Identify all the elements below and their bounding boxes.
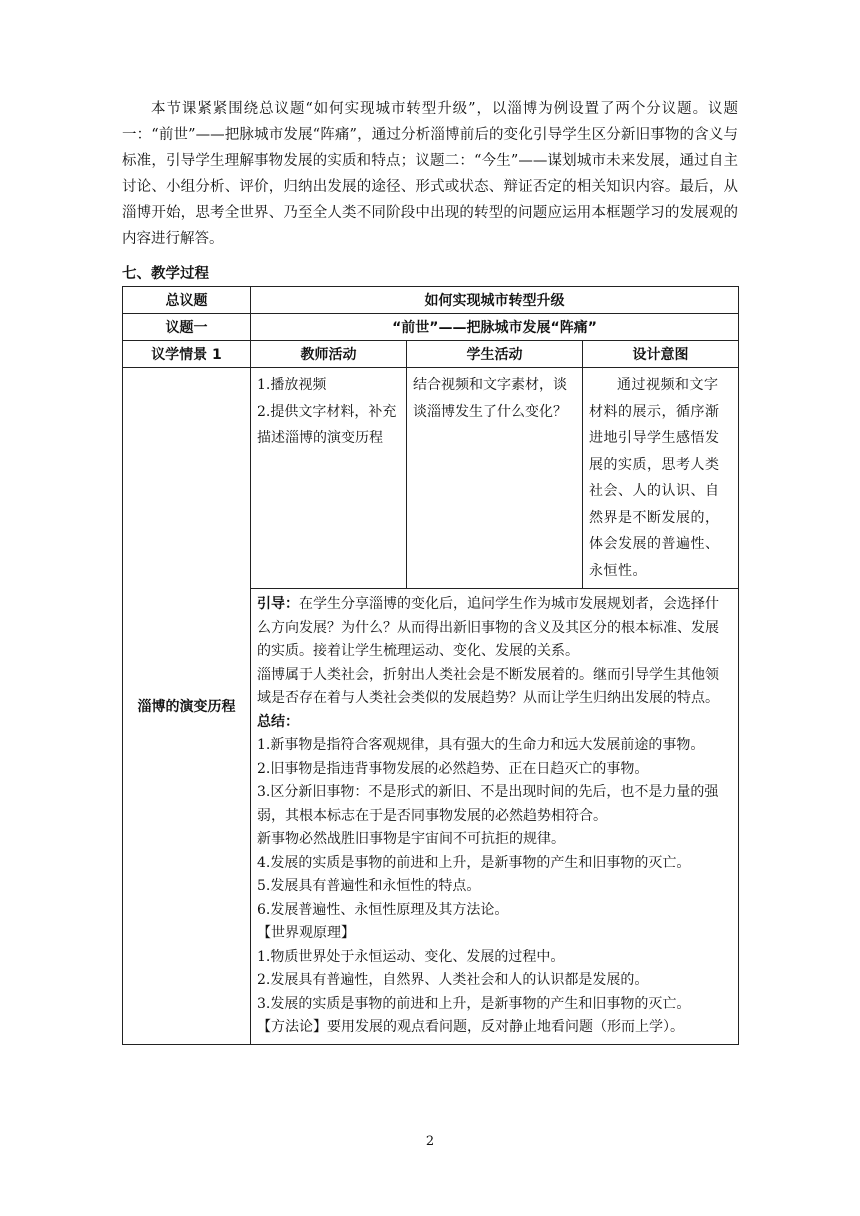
table-row [123, 287, 739, 314]
design-intent-cell: 通过视频和文字材料的展示，循序渐进地引导学生感悟发展的实质，思考人类社会、人的认识、自然界是不断发展的，体会发展的普遍性、永恒性。 [583, 368, 739, 589]
teacher-activity-item: 2.提供文字材料，补充描述淄博的演变历程 [257, 403, 397, 446]
summary-point: 3.区分新旧事物：不是形式的新旧、不是出现时间的先后，也不是力量的强弱，其根本标志在于是否同事物发展的必然趋势相符合。 [257, 784, 719, 824]
teaching-process-table [122, 286, 739, 1045]
table-row [123, 314, 739, 341]
summary-point: 2.旧事物是指违背事物发展的必然趋势、正在日趋灭亡的事物。 [257, 760, 649, 777]
general-topic-value: 如何实现城市转型升级 [251, 287, 739, 314]
header-design-intent: 设计意图 [583, 341, 739, 368]
topic-one-value: “前世”——把脉城市发展“阵痛” [251, 314, 739, 341]
general-topic-label: 总议题 [123, 287, 251, 314]
summary-point: 1.新事物是指符合客观规律，具有强大的生命力和远大发展前途的事物。 [257, 737, 705, 753]
header-scenario: 议学情景 1 [123, 341, 251, 368]
page-number: 2 [425, 1134, 435, 1149]
worldview-point: 3.发展的实质是事物的前进和上升，是新事物的产生和旧事物的灭亡。 [257, 995, 691, 1012]
header-teacher-activity: 教师活动 [251, 341, 407, 368]
header-student-activity: 学生活动 [407, 341, 583, 368]
worldview-point: 2.发展具有普遍性，自然界、人类社会和人的认识都是发展的。 [257, 972, 649, 988]
table-row [123, 341, 739, 368]
table-row [123, 368, 739, 589]
methodology-text: 要用发展的观点看问题，反对静止地看问题（形而上学）。 [327, 1019, 684, 1035]
teacher-activity-item: 1.播放视频 [257, 377, 327, 393]
methodology-line [257, 1016, 732, 1040]
summary-point: 6.发展普遍性、永恒性原理及其方法论。 [257, 901, 509, 918]
student-activity-cell: 结合视频和文字素材，谈谈淄博发生了什么变化？ [407, 368, 583, 589]
summary-label: 总结： [257, 713, 299, 730]
methodology-label: 【方法论】 [257, 1019, 327, 1035]
scenario-label: 淄博的演变历程 [123, 368, 251, 1045]
guidance-label: 引导： [257, 596, 299, 612]
guidance-paragraph [257, 593, 732, 664]
section-title: 七、教学过程 [122, 266, 209, 282]
topic-one-label: 议题一 [123, 314, 251, 341]
summary-point: 新事物必然战胜旧事物是宇宙间不可抗拒的规律。 [257, 831, 565, 847]
summary-point: 4.发展的实质是事物的前进和上升，是新事物的产生和旧事物的灭亡。 [257, 854, 691, 871]
worldview-label: 【世界观原理】 [257, 925, 355, 941]
guidance-paragraph-2: 淄博属于人类社会，折射出人类社会是不断发展着的。继而引导学生其他领域是否存在着与人类社会类似的发展趋势？从而让学生归纳出发展的特点。 [257, 666, 719, 706]
guidance-cell [251, 589, 739, 1045]
intro-paragraph: 本节课紧紧围绕总议题“如何实现城市转型升级”，以淄博为例设置了两个分议题。议题一：“前世”——把脉城市发展“阵痛”，通过分析淄博前后的变化引导学生区分新旧事物的含义与标准，引导学生理解事物发展的实质和特点；议题二：“今生”——谋划城市未来发展，通过自主讨论、小组分析、评价，归纳出发展的途径、形式或状态、辩证否定的相关知识内容。最后，从淄博开始，思考全世界、乃至全人类不同阶段中出现的转型的问题应运用本框题学习的发展观的内容进行解答。 [122, 101, 738, 247]
worldview-point: 1.物质世界处于永恒运动、变化、发展的过程中。 [257, 948, 565, 965]
guidance-text: 在学生分享淄博的变化后，追问学生作为城市发展规划者，会选择什么方向发展？为什么？从而得出新旧事物的含义及其区分的根本标准、发展的实质。接着让学生梳理运动、变化、发展的关系。 [257, 596, 719, 659]
teacher-activity-cell [251, 368, 407, 589]
summary-point: 5.发展具有普遍性和永恒性的特点。 [257, 878, 481, 894]
